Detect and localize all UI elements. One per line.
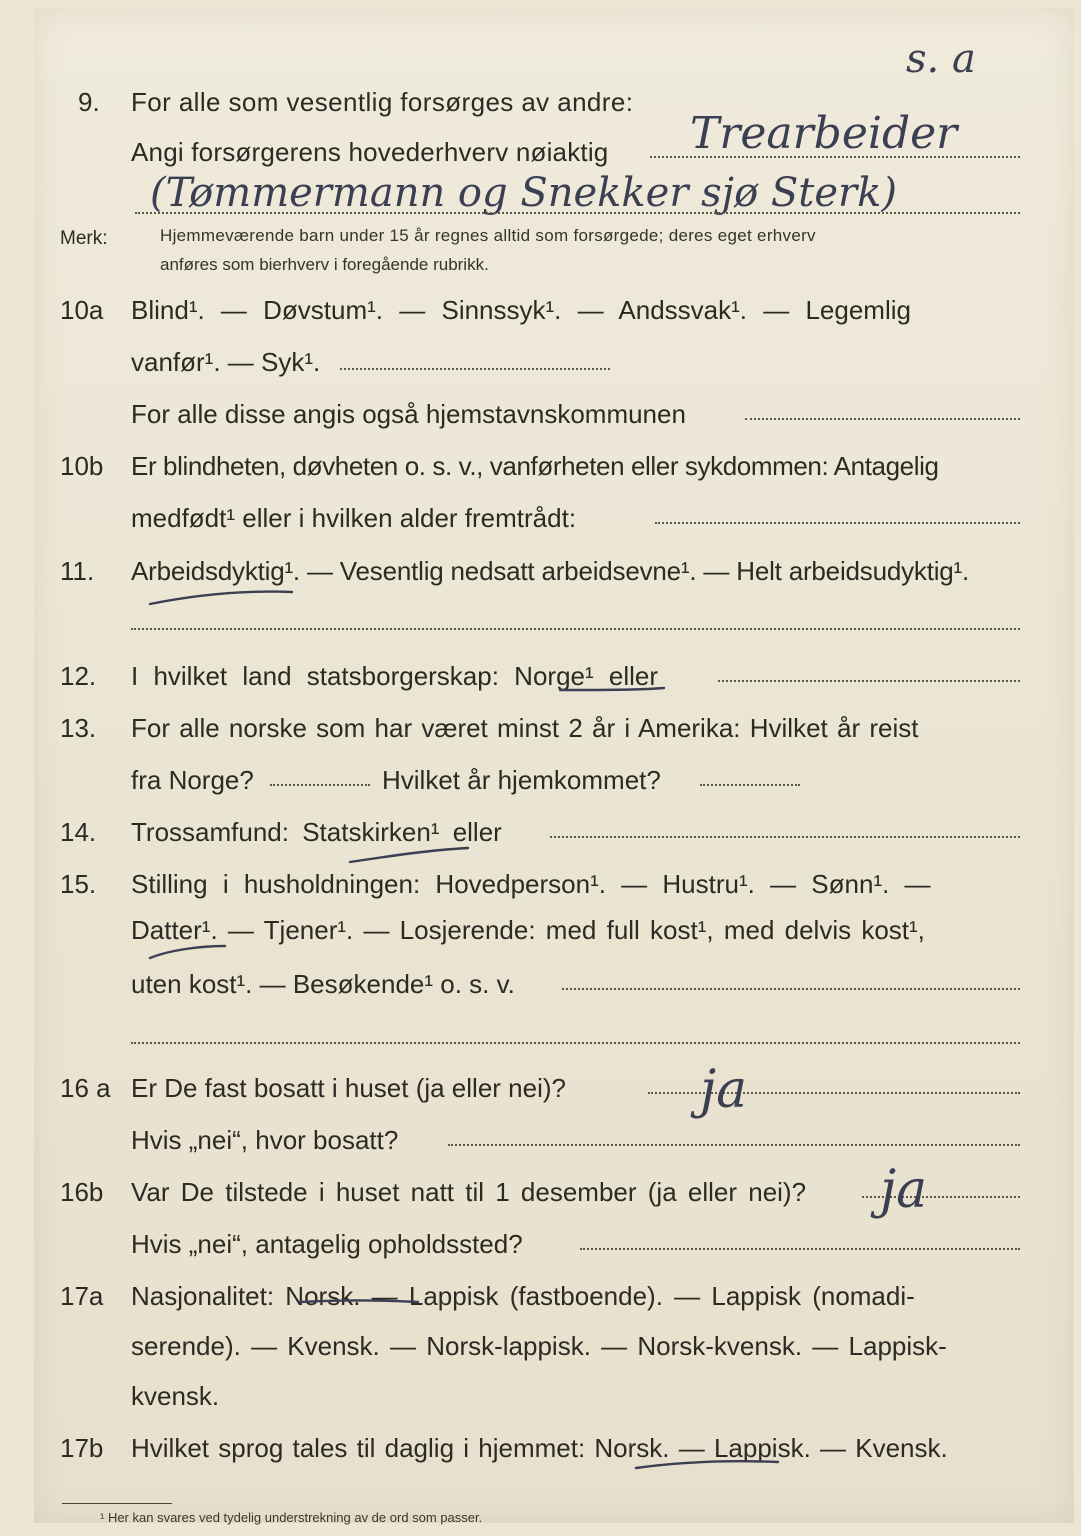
footnote-rule (62, 1503, 172, 1504)
q16b-answer-handwritten: ja (880, 1160, 928, 1220)
q9-answer-detail: (Tømmermann og Snekker sjø Sterk) (150, 170, 897, 216)
q15-line1: Stilling i husholdningen: Hovedperson¹. — Hustru¹. — Sønn¹. — (131, 869, 931, 899)
question-number-10b: 10b (60, 451, 104, 481)
q10a-line3: For alle disse angis også hjemstavnskommunen (131, 399, 686, 429)
q12-dotted-line (718, 678, 1020, 682)
q10b-dotted-line (655, 520, 1020, 524)
question-number-11: 11. (60, 556, 95, 586)
q14-dotted-line (550, 834, 1020, 838)
q17a-line2: serende). — Kvensk. — Norsk-lappisk. — Norsk-kvensk. — Lappisk- (131, 1331, 947, 1361)
q10a-line2: vanfør¹. — Syk¹. (131, 347, 321, 377)
q13-dotted-line-a (270, 782, 370, 786)
question-number-14: 14. (60, 817, 97, 847)
q16b-line2: Hvis „nei“, antagelig opholdssted? (131, 1229, 523, 1259)
q10b-line2: medfødt¹ eller i hvilken alder fremtrådt: (131, 503, 577, 533)
q10a-line1: Blind¹. — Døvstum¹. — Sinnssyk¹. — Andssvak¹. — Legemlig (131, 295, 911, 325)
q17a-line1: Nasjonalitet: Norsk. — Lappisk (fastboende). — Lappisk (nomadi- (131, 1281, 915, 1311)
q11-line1: Arbeidsdyktig¹. — Vesentlig nedsatt arbeidsevne¹. — Helt arbeidsudyktig¹. (131, 556, 970, 586)
q10b-line1: Er blindheten, døvheten o. s. v., vanførheten eller sykdommen: Antagelig (131, 451, 939, 481)
q13-line2a: fra Norge? (131, 765, 254, 795)
merk-line2: anføres som bierhverv i foregående rubrikk. (160, 255, 489, 274)
merk-label: Merk: (60, 228, 108, 249)
q13-line1: For alle norske som har været minst 2 år i Amerika: Hvilket år reist (131, 713, 919, 743)
q14-line1: Trossamfund: Statskirken¹ eller (131, 817, 502, 847)
footnote-text: ¹ Her kan svares ved tydelig understrekning av de ord som passer. (100, 1510, 483, 1525)
merk-line1: Hjemmeværende barn under 15 år regnes alltid som forsørgede; deres eget erhverv (160, 226, 816, 245)
question-number-9: 9. (78, 87, 100, 117)
q9-line1: For alle som vesentlig forsørges av andre: (131, 87, 634, 117)
question-number-17b: 17b (60, 1433, 104, 1463)
q13-line2b: Hvilket år hjemkommet? (382, 765, 661, 795)
q15-dotted-line (562, 986, 1020, 990)
q17a-line3: kvensk. (131, 1381, 220, 1411)
q16b-dotted-line-2 (580, 1246, 1020, 1250)
q15-line2: Datter¹. — Tjener¹. — Losjerende: med full kost¹, med delvis kost¹, (131, 915, 925, 945)
q13-dotted-line-b (700, 782, 800, 786)
q16a-answer-handwritten: ja (700, 1060, 748, 1120)
q10a-dotted-line (340, 366, 610, 370)
q11-dotted-line (131, 626, 1020, 630)
q16b-line1: Var De tilstede i huset natt til 1 desember (ja eller nei)? (131, 1177, 807, 1207)
question-number-17a: 17a (60, 1281, 104, 1311)
q15-dotted-line-2 (131, 1040, 1020, 1044)
q16a-line1: Er De fast bosatt i huset (ja eller nei)? (131, 1073, 566, 1103)
question-number-10a: 10a (60, 295, 104, 325)
q16a-line2: Hvis „nei“, hvor bosatt? (131, 1125, 399, 1155)
question-number-16a: 16 a (60, 1073, 111, 1103)
q9-answer-occupation: Trearbeider (690, 108, 958, 159)
q9-dotted-line-2 (135, 210, 1020, 214)
q16a-dotted-line-2 (448, 1142, 1020, 1146)
question-number-16b: 16b (60, 1177, 104, 1207)
question-number-15: 15. (60, 869, 97, 899)
question-number-13: 13. (60, 713, 97, 743)
q12-line1: I hvilket land statsborgerskap: Norge¹ eller (131, 661, 659, 691)
question-number-12: 12. (60, 661, 97, 691)
q10a-dotted-line-2 (745, 416, 1020, 420)
q17b-line1: Hvilket sprog tales til daglig i hjemmet: Norsk. — Lappisk. — Kvensk. (131, 1433, 948, 1463)
q15-line3: uten kost¹. — Besøkende¹ o. s. v. (131, 969, 515, 999)
q9-line2: Angi forsørgerens hovederhverv nøiaktig (131, 137, 609, 167)
margin-note-handwritten: s. a (906, 36, 976, 82)
